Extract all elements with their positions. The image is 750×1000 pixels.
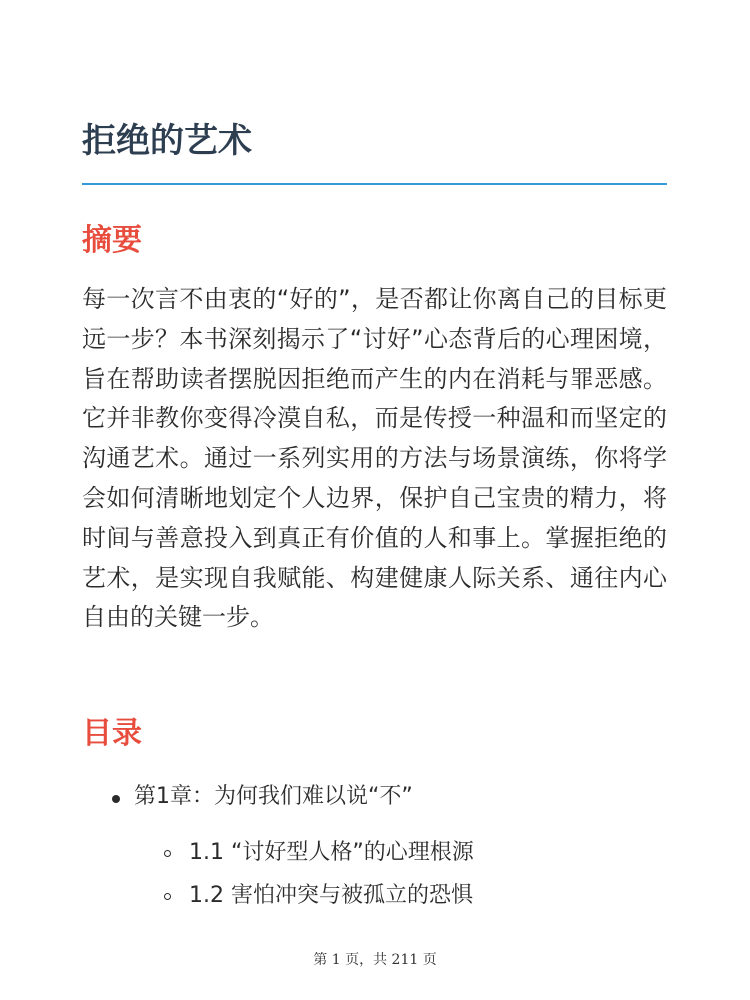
bullet-circle-icon — [164, 850, 171, 857]
page-footer: 第 1 页，共 211 页 — [313, 952, 437, 968]
toc-heading: 目录 — [82, 716, 142, 751]
title-divider — [82, 183, 667, 185]
summary-paragraph: 每一次言不由衷的“好的”，是否都让你离自己的目标更远一步？本书深刻揭示了“讨好”心态背后的心理困境，旨在帮助读者摆脱因拒绝而产生的内在消耗与罪恶感。它并非教你变得冷漠自私，而是传授一种温和而坚定的沟通艺术。通过一系列实用的方法与场景演练，你将学会如何清晰地划定个人边界，保护自己宝贵的精力，将时间与善意投入到真正有价值的人和事上。掌握拒绝的艺术，是实现自我赋能、构建健康人际关系、通往内心自由的关键一步。 — [82, 285, 667, 632]
bullet-disc-icon — [112, 795, 120, 803]
document-title: 拒绝的艺术 — [82, 121, 252, 161]
bullet-circle-icon — [164, 893, 171, 900]
toc-section-1-1[interactable]: 1.1 “讨好型人格”的心理根源 — [189, 840, 474, 865]
summary-heading: 摘要 — [82, 223, 142, 258]
toc-section-1-2[interactable]: 1.2 害怕冲突与被孤立的恐惧 — [189, 883, 473, 908]
toc-chapter-1[interactable]: 第1章：为何我们难以说“不” — [134, 784, 413, 809]
